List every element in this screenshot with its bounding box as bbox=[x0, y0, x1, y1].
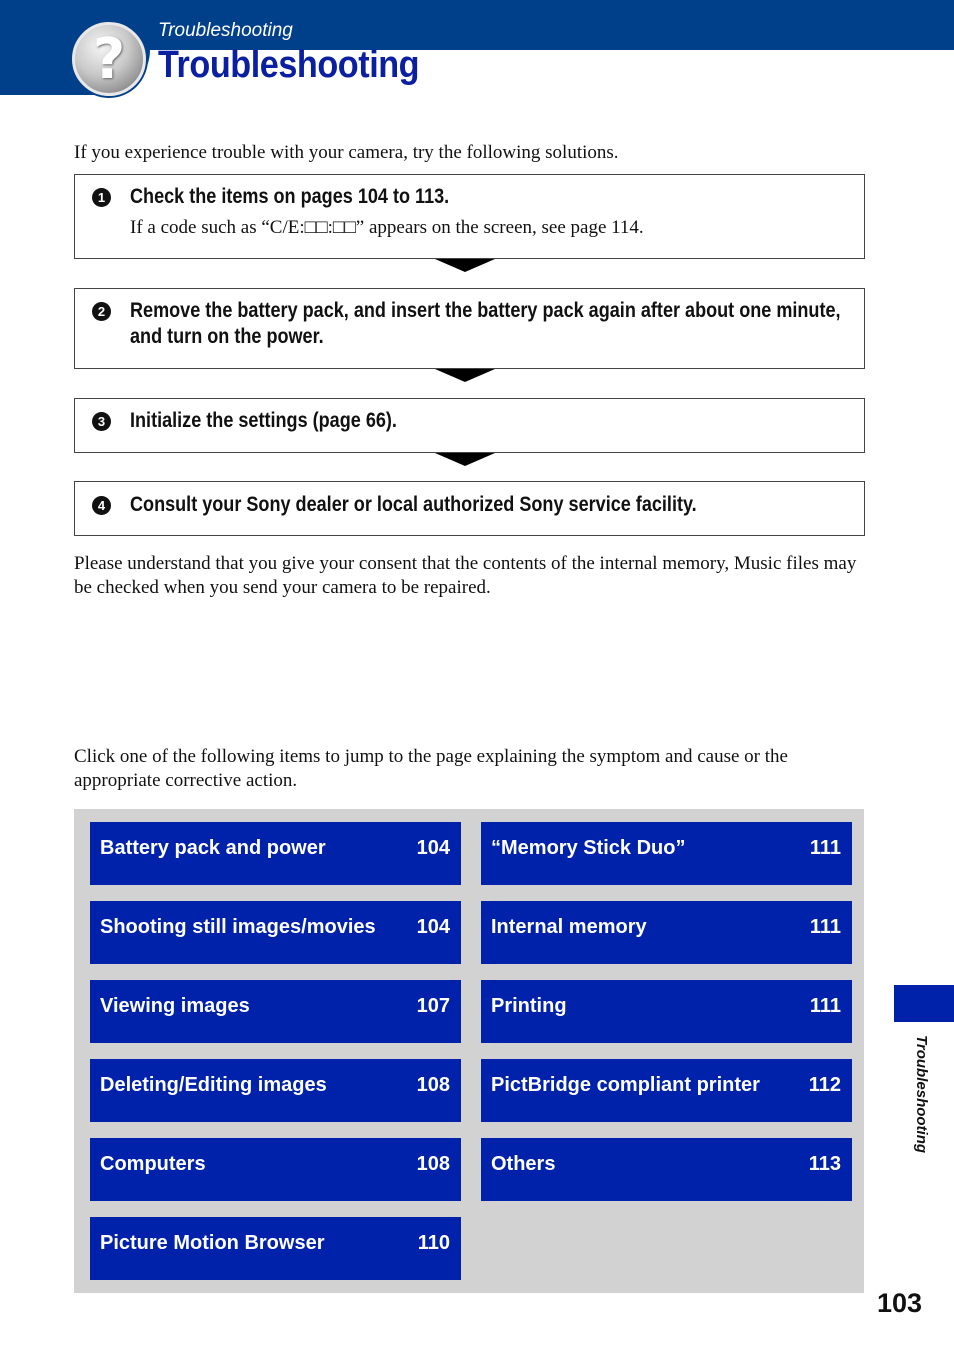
link-label: Battery pack and power bbox=[100, 837, 326, 859]
step-box-1 bbox=[74, 174, 865, 259]
question-mark-icon: ? bbox=[72, 22, 146, 96]
link-label: “Memory Stick Duo” bbox=[491, 837, 686, 859]
step-box-3 bbox=[74, 398, 865, 453]
section-label bbox=[912, 1035, 932, 1165]
link-page: 113 bbox=[808, 1153, 841, 1175]
down-arrow-icon bbox=[435, 453, 495, 466]
page-title: Troubleshooting bbox=[158, 44, 420, 86]
link-page: 108 bbox=[416, 1074, 450, 1096]
link-internal-memory[interactable] bbox=[481, 901, 852, 964]
link-page: 112 bbox=[808, 1074, 841, 1096]
link-printing[interactable] bbox=[481, 980, 852, 1043]
link-page: 111 bbox=[809, 837, 841, 859]
instruction-text: Click one of the following items to jump to the page explaining the symptom and cause or the appropriate corrective action. bbox=[74, 746, 788, 791]
header-bar bbox=[0, 0, 954, 50]
link-memory-stick-duo[interactable] bbox=[481, 822, 852, 885]
page-number: 103 bbox=[876, 1288, 922, 1318]
link-label: Shooting still images/movies bbox=[100, 916, 376, 938]
link-viewing-images[interactable] bbox=[90, 980, 461, 1043]
step-number-1: 1 bbox=[92, 188, 111, 207]
link-page: 111 bbox=[809, 916, 841, 938]
link-label: PictBridge compliant printer bbox=[491, 1074, 760, 1096]
link-shooting-still-images-movies[interactable] bbox=[90, 901, 461, 964]
step-text-4: Consult your Sony dealer or local authorized Sony service facility. bbox=[130, 493, 697, 516]
link-label: Viewing images bbox=[100, 995, 250, 1017]
link-label: Internal memory bbox=[491, 916, 647, 938]
link-pictbridge-compliant-printer[interactable] bbox=[481, 1059, 852, 1122]
step-number-2: 2 bbox=[92, 302, 111, 321]
link-label: Picture Motion Browser bbox=[100, 1232, 325, 1254]
link-label: Others bbox=[491, 1153, 556, 1175]
step-text-3: Initialize the settings (page 66). bbox=[130, 409, 397, 432]
section-tab[interactable] bbox=[894, 985, 954, 1022]
step-number-3: 3 bbox=[92, 412, 111, 431]
link-deleting-editing-images[interactable] bbox=[90, 1059, 461, 1122]
consent-text: Please understand that you give your consent that the contents of the internal memory, Music files may be checked when you send your camera to be repaired. bbox=[74, 553, 857, 598]
link-page: 107 bbox=[416, 995, 450, 1017]
link-battery-pack-and-power[interactable] bbox=[90, 822, 461, 885]
step-subtext-1: If a code such as “C/E:□□:□□” appears on the screen, see page 114. bbox=[130, 217, 644, 238]
down-arrow-icon bbox=[435, 259, 495, 272]
link-page: 104 bbox=[416, 837, 450, 859]
running-title: Troubleshooting bbox=[158, 20, 293, 41]
step-box-4 bbox=[74, 481, 865, 536]
symptom-link-grid bbox=[74, 809, 864, 1293]
link-page: 104 bbox=[416, 916, 450, 938]
section-label-text: Troubleshooting bbox=[913, 1035, 930, 1154]
step-text-2: Remove the battery pack, and insert the battery pack again after about one minute, and turn on the power. bbox=[130, 299, 841, 348]
link-page: 110 bbox=[417, 1232, 450, 1254]
link-page: 111 bbox=[809, 995, 841, 1017]
link-others[interactable] bbox=[481, 1138, 852, 1201]
link-label: Printing bbox=[491, 995, 567, 1017]
step-text-1: Check the items on pages 104 to 113. bbox=[130, 185, 450, 208]
down-arrow-icon bbox=[435, 369, 495, 382]
link-label: Computers bbox=[100, 1153, 206, 1175]
link-computers[interactable] bbox=[90, 1138, 461, 1201]
link-picture-motion-browser[interactable] bbox=[90, 1217, 461, 1280]
step-box-2 bbox=[74, 288, 865, 369]
link-page: 108 bbox=[416, 1153, 450, 1175]
step-number-4: 4 bbox=[92, 496, 111, 515]
link-label: Deleting/Editing images bbox=[100, 1074, 327, 1096]
intro-text: If you experience trouble with your camera, try the following solutions. bbox=[74, 142, 619, 163]
